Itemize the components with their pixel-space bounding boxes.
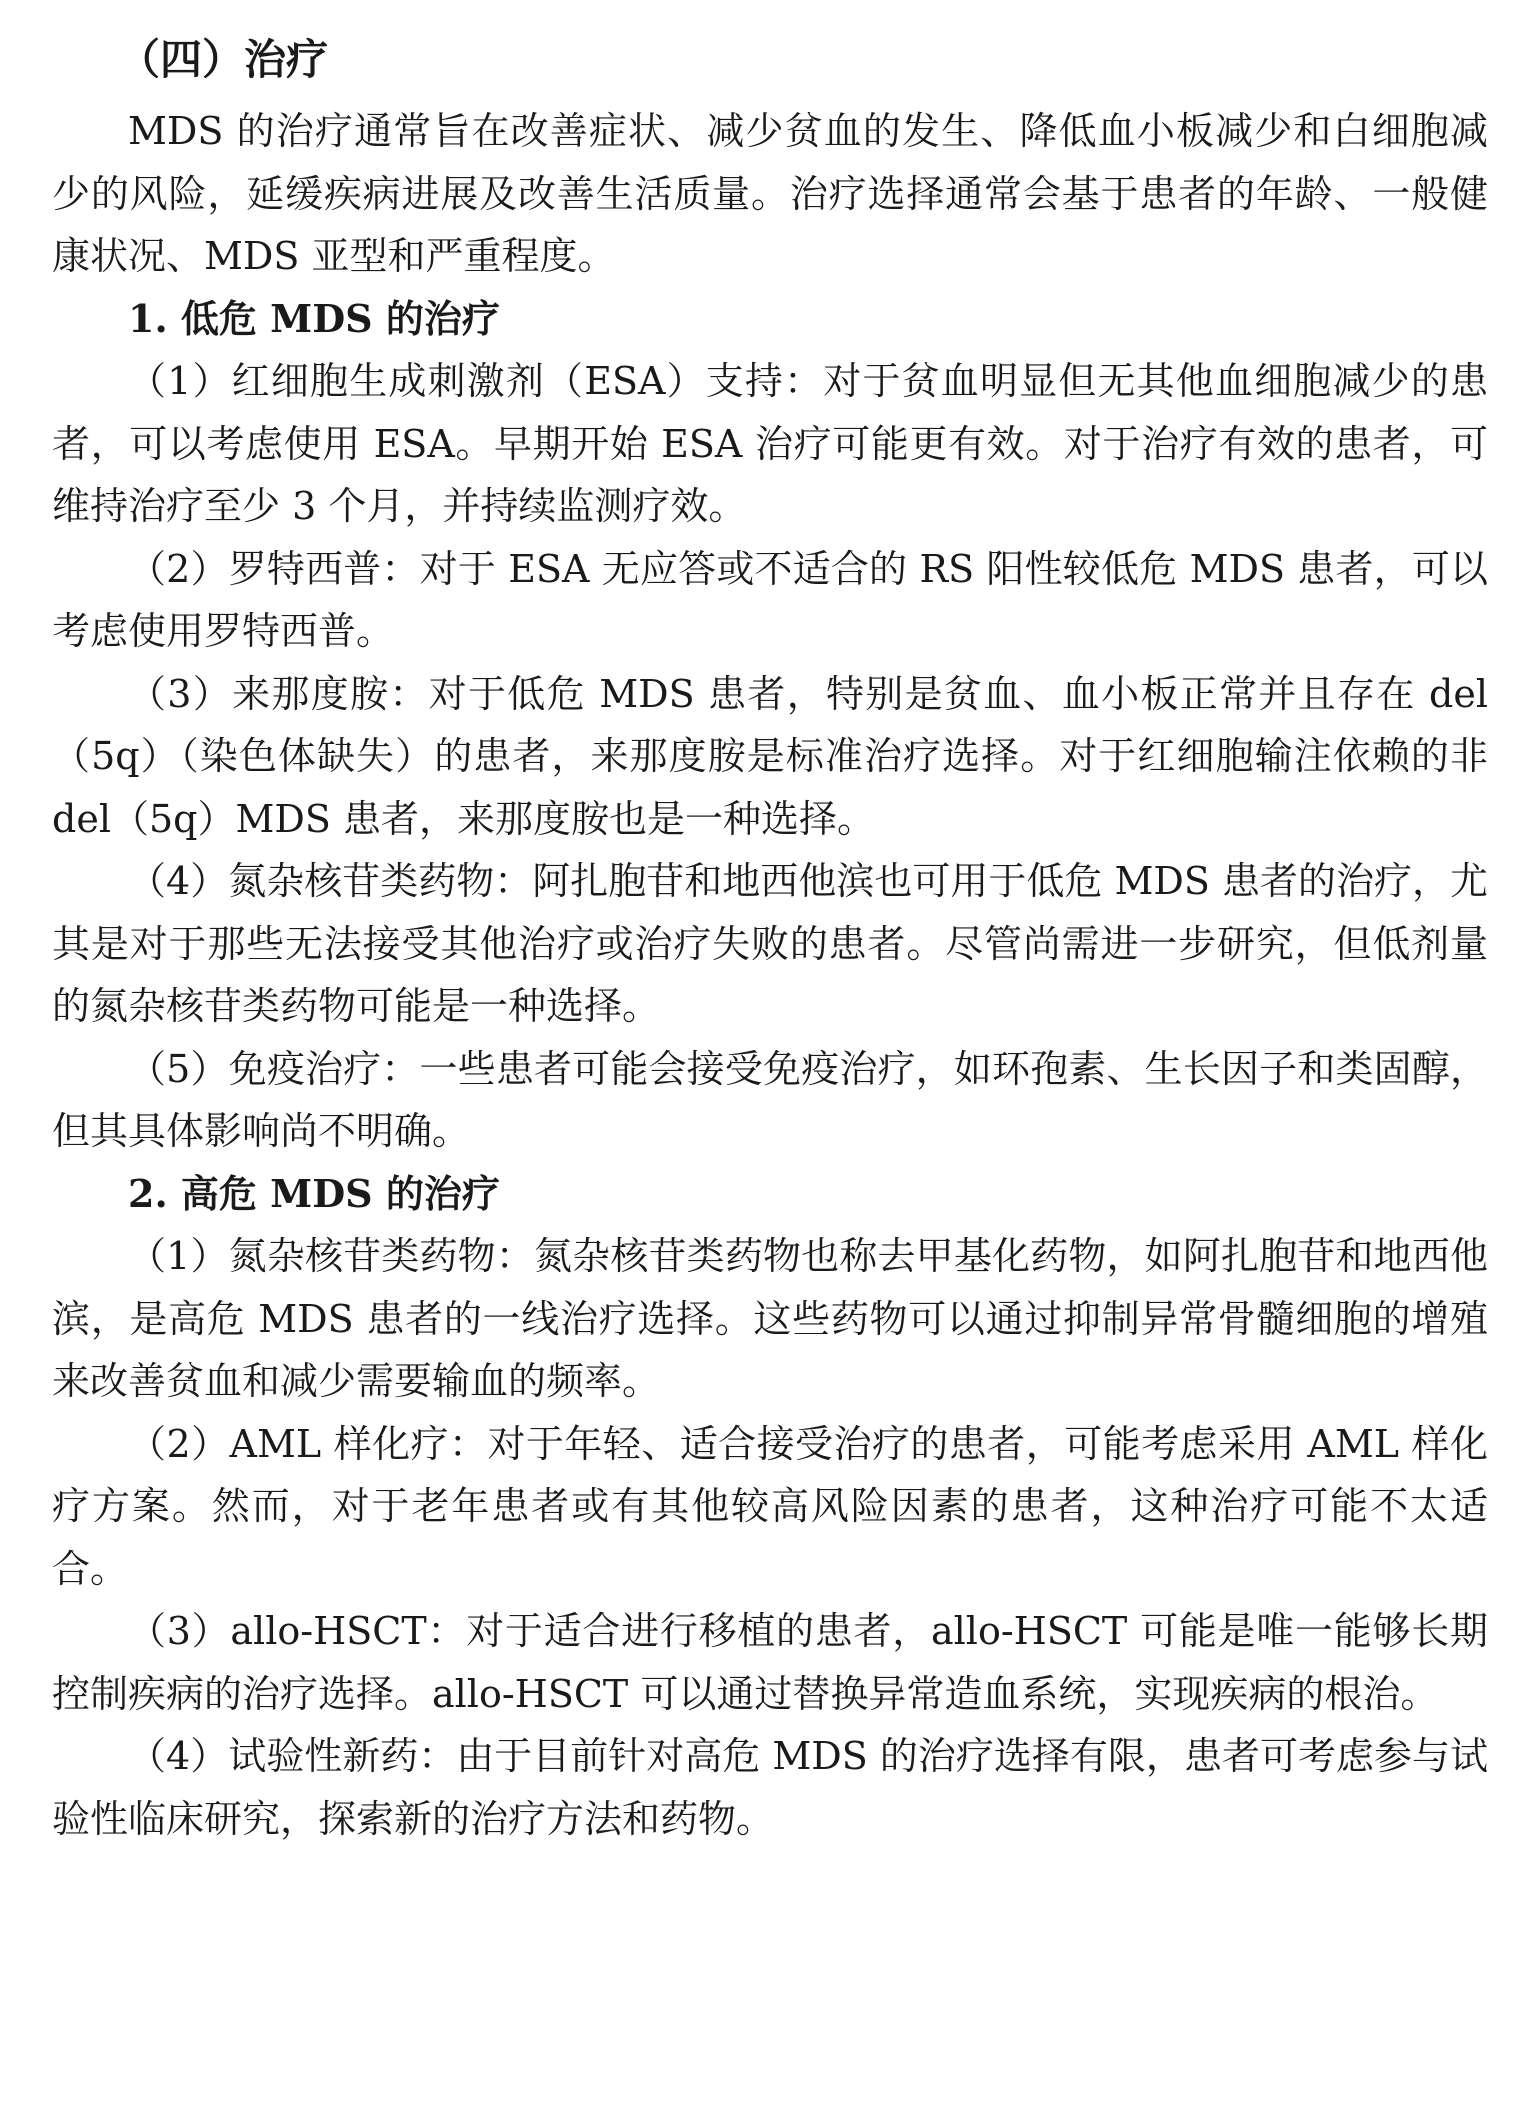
low-risk-item: （5）免疫治疗：一些患者可能会接受免疫治疗，如环孢素、生长因子和类固醇，但其具体影响尚不明确。	[52, 1046, 1488, 1153]
high-risk-item: （4）试验性新药：由于目前针对高危 MDS 的治疗选择有限，患者可考虑参与试验性临床研究，探索新的治疗方法和药物。	[52, 1734, 1488, 1841]
high-risk-heading: 2. 高危 MDS 的治疗	[128, 1170, 500, 1216]
document-page	[52, 28, 1488, 1850]
low-risk-item: （4）氮杂核苷类药物：阿扎胞苷和地西他滨也可用于低危 MDS 患者的治疗，尤其是对于那些无法接受其他治疗或治疗失败的患者。尽管尚需进一步研究，但低剂量的氮杂核苷类药物可能是一种选择。	[52, 859, 1488, 1028]
high-risk-item: （3）allo-HSCT：对于适合进行移植的患者，allo-HSCT 可能是唯一能够长期控制疾病的治疗选择。allo-HSCT 可以通过替换异常造血系统，实现疾病的根治。	[52, 1609, 1488, 1716]
low-risk-item: （1）红细胞生成刺激剂（ESA）支持：对于贫血明显但无其他血细胞减少的患者，可以考虑使用 ESA。早期开始 ESA 治疗可能更有效。对于治疗有效的患者，可维持治疗至少 3 个月，并持续监测疗效。	[52, 359, 1488, 528]
low-risk-item: （2）罗特西普：对于 ESA 无应答或不适合的 RS 阳性较低危 MDS 患者，可以考虑使用罗特西普。	[52, 546, 1488, 653]
intro-paragraph: MDS 的治疗通常旨在改善症状、减少贫血的发生、降低血小板减少和白细胞减少的风险，延缓疾病进展及改善生活质量。治疗选择通常会基于患者的年龄、一般健康状况、MDS 亚型和严重程度。	[52, 109, 1488, 278]
section-title: （四）治疗	[118, 35, 329, 84]
low-risk-item: （3）来那度胺：对于低危 MDS 患者，特别是贫血、血小板正常并且存在 del（5q）（染色体缺失）的患者，来那度胺是标准治疗选择。对于红细胞输注依赖的非 del（5q）MDS 患者，来那度胺也是一种选择。	[52, 671, 1488, 841]
low-risk-heading: 1. 低危 MDS 的治疗	[128, 295, 500, 341]
high-risk-item: （2）AML 样化疗：对于年轻、适合接受治疗的患者，可能考虑采用 AML 样化疗方案。然而，对于老年患者或有其他较高风险因素的患者，这种治疗可能不太适合。	[52, 1421, 1488, 1591]
high-risk-item: （1）氮杂核苷类药物：氮杂核苷类药物也称去甲基化药物，如阿扎胞苷和地西他滨，是高危 MDS 患者的一线治疗选择。这些药物可以通过抑制异常骨髓细胞的增殖来改善贫血和减少需要输血的频率。	[52, 1234, 1488, 1403]
